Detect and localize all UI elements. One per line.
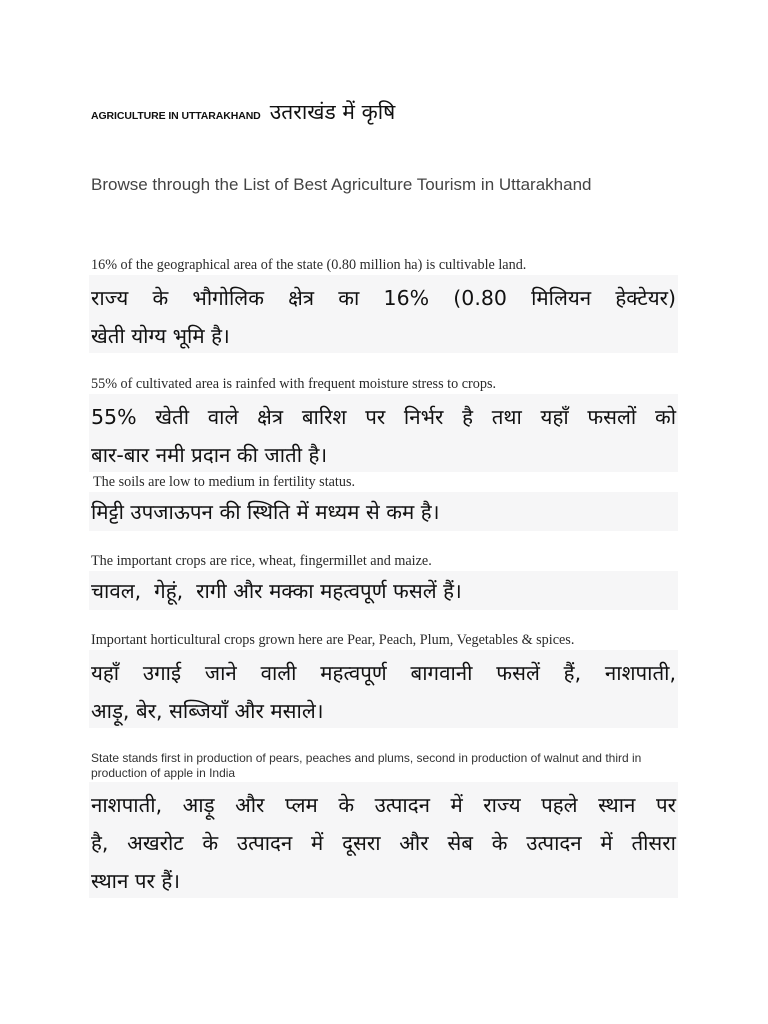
fact-6-hindi-line-1: नाशपाती, आड़ू और प्लम के उत्पादन में राज्य पहले स्थान पर	[91, 793, 676, 817]
subtitle: Browse through the List of Best Agriculture Tourism in Uttarakhand	[91, 175, 592, 194]
page-title	[91, 98, 395, 126]
fact-3-english: The soils are low to medium in fertility status.	[93, 474, 356, 490]
fact-2-hindi	[89, 394, 678, 472]
fact-3-hindi	[89, 492, 678, 531]
fact-5-hindi	[89, 650, 678, 728]
fact-3-hindi-line-1: मिट्टी उपजाऊपन की स्थिति में मध्यम से कम है।	[91, 500, 440, 524]
fact-6-english: State stands first in production of pears, peaches and plums, second in production of walnut and third in production of apple in India	[91, 751, 642, 780]
fact-6-hindi	[89, 782, 678, 898]
fact-2-hindi-line-1: 55% खेती वाले क्षेत्र बारिश पर निर्भर है तथा यहाँ फसलों को	[91, 405, 676, 429]
fact-5-hindi-line-2: आड़ू, बेर, सब्जियाँ और मसाले।	[91, 699, 324, 723]
fact-6-hindi-line-2: है, अखरोट के उत्पादन में दूसरा और सेब के उत्पादन में तीसरा	[91, 831, 676, 855]
title-hindi: उतराखंड में कृषि	[269, 100, 396, 124]
fact-5-english: Important horticultural crops grown here are Pear, Peach, Plum, Vegetables & spices.	[91, 632, 575, 648]
fact-4-hindi	[89, 571, 678, 610]
fact-1-hindi-line-1: राज्य के भौगोलिक क्षेत्र का 16% (0.80 मिलियन हेक्टेयर)	[91, 286, 676, 310]
fact-1-english: 16% of the geographical area of the state (0.80 million ha) is cultivable land.	[91, 257, 527, 273]
fact-2-english: 55% of cultivated area is rainfed with frequent moisture stress to crops.	[91, 376, 497, 392]
fact-2-hindi-line-2: बार-बार नमी प्रदान की जाती है।	[91, 443, 328, 467]
fact-1-hindi	[89, 275, 678, 353]
fact-4-english: The important crops are rice, wheat, fingermillet and maize.	[91, 553, 432, 569]
title-english: AGRICULTURE IN UTTARAKHAND	[91, 110, 261, 122]
fact-6-hindi-line-3: स्थान पर हैं।	[91, 869, 181, 893]
fact-4-hindi-line-1: चावल, गेहूं, रागी और मक्का महत्वपूर्ण फसलें हैं।	[91, 579, 462, 603]
fact-5-hindi-line-1: यहाँ उगाई जाने वाली महत्वपूर्ण बागवानी फसलें हैं, नाशपाती,	[91, 661, 676, 685]
fact-1-hindi-line-2: खेती योग्य भूमि है।	[91, 324, 230, 348]
